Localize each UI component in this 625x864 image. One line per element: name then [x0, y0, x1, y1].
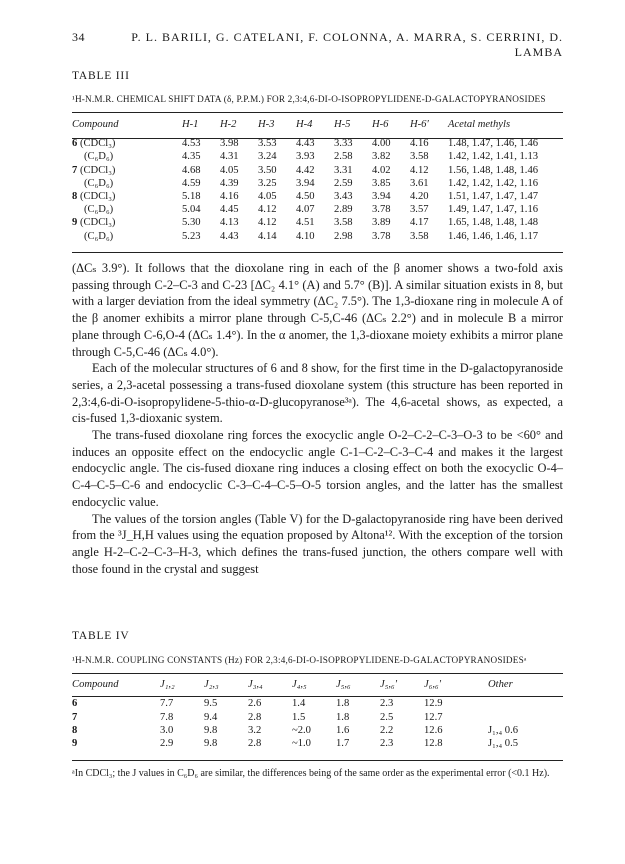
value-cell: 3.61 — [410, 177, 429, 189]
value-cell: 3.58 — [410, 230, 429, 242]
paragraph-2: Each of the molecular structures of 6 and 8 show, for the first time in the D-galactopyranoside series, a 2,3-acetal possessing a trans-fused dioxolane system (this structure has been reported in 2,3:4,6-di-O-isopropylidene-5-thio-α-D-glucopyranose³ᵃ). The 4,6-acetal shows, as expected, a cis-fused 1,3-dioxanic system. — [72, 361, 563, 426]
table3-header-rule — [72, 138, 563, 139]
value-cell: 1.49, 1.47, 1.47, 1.16 — [448, 204, 539, 216]
value-cell: 2.8 — [248, 738, 262, 750]
value-cell: 5.04 — [182, 204, 201, 216]
value-cell: 3.24 — [258, 151, 277, 163]
table-row — [72, 177, 563, 190]
compound-cell — [72, 711, 160, 724]
table-row — [72, 724, 563, 737]
compound-number: 9 — [72, 738, 78, 750]
value-cell: 2.59 — [334, 177, 353, 189]
value-cell: 1.48, 1.47, 1.46, 1.46 — [448, 138, 539, 150]
value-cell: 3.94 — [296, 177, 315, 189]
table-row — [72, 737, 563, 750]
table3-header-row — [72, 118, 563, 137]
value-cell: 5.23 — [182, 230, 201, 242]
value-cell: 3.2 — [248, 725, 262, 737]
compound-number: 8 — [72, 191, 78, 203]
value-cell: 4.31 — [220, 151, 239, 163]
compound-number: 8 — [72, 725, 78, 737]
value-cell: 4.12 — [258, 204, 277, 216]
value-cell: 1.65, 1.48, 1.48, 1.48 — [448, 217, 539, 229]
value-cell: 1.7 — [336, 738, 350, 750]
table4-col-header: Compound — [72, 679, 119, 690]
compound-cell: (C₆D₆) — [84, 151, 114, 163]
table-row — [72, 697, 563, 710]
table4-col-header: J₃,₄ — [248, 679, 263, 690]
value-cell: 3.25 — [258, 177, 277, 189]
value-cell: 4.07 — [296, 204, 315, 216]
value-cell: 3.43 — [334, 191, 353, 203]
value-cell: 9.4 — [204, 711, 218, 723]
table4 — [72, 678, 563, 751]
table3-col-header: Acetal methyls — [448, 119, 511, 130]
body-text — [72, 260, 563, 577]
value-cell: 2.3 — [380, 738, 394, 750]
value-cell: 2.6 — [248, 698, 262, 710]
value-cell: 1.8 — [336, 711, 350, 723]
value-cell: 3.58 — [410, 151, 429, 163]
value-cell: 3.78 — [372, 204, 391, 216]
value-cell: 3.0 — [160, 725, 174, 737]
paragraph-3: The trans-fused dioxolane ring forces the exocyclic angle O-2–C-2–C-3–O-3 to be <60° and induces an opposite effect on the endocyclic angle C-1–C-2–C-3–C-4 and makes it the largest endocyclic angle. The cis-fused dioxane ring induces a closing effect on both the exocyclic O-4–C-4–C-5–C-6 and endocyclic C-3–C-4–C-5–O-5 torsion angles, and the latter has the smallest endocyclic value. — [72, 428, 563, 509]
value-cell: 3.85 — [372, 177, 391, 189]
value-cell: 5.30 — [182, 217, 201, 229]
table4-header-row — [72, 678, 563, 697]
table3-col-header: H-3 — [258, 119, 275, 130]
table3-label: TABLE III — [72, 70, 130, 82]
value-cell: 12.6 — [424, 725, 443, 737]
value-cell: 4.02 — [372, 164, 391, 176]
value-cell: 12.9 — [424, 698, 443, 710]
table3-col-header: H-4 — [296, 119, 313, 130]
value-cell: ~1.0 — [292, 738, 311, 750]
value-cell: 3.33 — [334, 138, 353, 150]
value-cell: 4.00 — [372, 138, 391, 150]
table3-col-header: H-1 — [182, 119, 199, 130]
value-cell: J₁,₄ 0.6 — [488, 725, 519, 737]
compound-cell: 9 (CDCl₃) — [72, 217, 116, 229]
value-cell: 1.46, 1.46, 1.46, 1.17 — [448, 230, 539, 242]
table3-bottom-rule — [72, 252, 563, 253]
value-cell: 4.53 — [182, 138, 201, 150]
value-cell: J₁,₄ 0.5 — [488, 738, 519, 750]
compound-cell — [72, 697, 160, 710]
value-cell: 3.58 — [334, 217, 353, 229]
table3-col-header: H-5 — [334, 119, 351, 130]
value-cell: 4.68 — [182, 164, 201, 176]
value-cell: 2.2 — [380, 725, 394, 737]
value-cell: 4.05 — [258, 191, 277, 203]
value-cell: 2.9 — [160, 738, 174, 750]
running-head — [72, 30, 563, 60]
table3-col-header: H-2 — [220, 119, 237, 130]
value-cell: 2.58 — [334, 151, 353, 163]
value-cell: 4.17 — [410, 217, 429, 229]
table3-caption: ¹H-N.M.R. CHEMICAL SHIFT DATA (δ, P.P.M.) FOR 2,3:4,6-DI-O-ISOPROPYLIDENE-D-GALACTOPYRANOSIDES — [72, 94, 546, 104]
table-row — [72, 190, 563, 203]
value-cell: 5.18 — [182, 191, 201, 203]
compound-cell: (C₆D₆) — [84, 204, 114, 216]
compound-cell: 8 (CDCl₃) — [72, 191, 116, 203]
value-cell: 2.8 — [248, 711, 262, 723]
value-cell: 3.31 — [334, 164, 353, 176]
value-cell: 4.50 — [296, 191, 315, 203]
value-cell: 2.89 — [334, 204, 353, 216]
value-cell: 1.6 — [336, 725, 350, 737]
value-cell: 3.94 — [372, 191, 391, 203]
value-cell: 3.98 — [220, 138, 239, 150]
value-cell: 3.53 — [258, 138, 277, 150]
value-cell: 4.43 — [220, 230, 239, 242]
table-row — [72, 711, 563, 724]
paragraph-1: (ΔCₛ 3.9°). It follows that the dioxolane ring in each of the β anomer shows a two-fold axis passing through C-2–C-3 and C-23 [ΔC₂ 4.1° (A) and 5.7° (B)]. A similar situation exists in 8, but with a larger deviation from the ideal symmetry (ΔC₂ 7.5°). The 1,3-dioxane ring in molecule A of the β anomer exhibits a mirror plane through C-5,C-46 (ΔCₛ 2.2°) and in molecule B a mirror plane through C-6,O-4 (ΔCₛ 1.4°). In the α anomer, the 1,3-dioxane moiety exhibits a mirror plane through C-5,C-46 (ΔCₛ 4.0°). — [72, 261, 563, 359]
value-cell — [488, 711, 563, 724]
value-cell: 4.12 — [410, 164, 429, 176]
page-number: 34 — [72, 30, 85, 44]
value-cell: 2.3 — [380, 698, 394, 710]
value-cell: 3.50 — [258, 164, 277, 176]
value-cell: 7.8 — [160, 711, 174, 723]
value-cell: 1.51, 1.47, 1.47, 1.47 — [448, 191, 539, 203]
compound-number: 6 — [72, 698, 78, 710]
value-cell: 2.5 — [380, 711, 394, 723]
compound-cell — [72, 737, 160, 750]
table3-col-header: Compound — [72, 119, 119, 130]
table-row — [72, 203, 563, 216]
compound-cell: 6 (CDCl₃) — [72, 138, 116, 150]
value-cell: 4.12 — [258, 217, 277, 229]
value-cell: 12.8 — [424, 738, 443, 750]
value-cell: 4.10 — [296, 230, 315, 242]
value-cell: 3.82 — [372, 151, 391, 163]
value-cell: 2.98 — [334, 230, 353, 242]
value-cell: 7.7 — [160, 698, 174, 710]
table-row — [72, 137, 563, 150]
table4-col-header: J₅,₆′ — [380, 679, 398, 690]
table4-col-header: Other — [488, 679, 513, 690]
table4-col-header: J₅,₆ — [336, 679, 351, 690]
compound-number: 6 — [72, 138, 78, 150]
table4-col-header: J₆,₆′ — [424, 679, 442, 690]
table-row — [72, 216, 563, 229]
compound-number: 7 — [72, 711, 78, 723]
table3-col-header: H-6′ — [410, 119, 429, 130]
value-cell: 3.57 — [410, 204, 429, 216]
table-row — [72, 150, 563, 163]
compound-number: 9 — [72, 217, 78, 229]
compound-cell — [72, 724, 160, 737]
value-cell: 1.5 — [292, 711, 306, 723]
value-cell: 4.13 — [220, 217, 239, 229]
table4-col-header: J₁,₂ — [160, 679, 175, 690]
value-cell: 4.51 — [296, 217, 315, 229]
table4-footnote: ᵃIn CDCl₃; the J values in C₆D₆ are similar, the differences being of the same order as the experimental error (<0.1 Hz). — [72, 768, 550, 779]
compound-number: 7 — [72, 164, 78, 176]
value-cell: 1.8 — [336, 698, 350, 710]
running-head-authors: P. L. BARILI, G. CATELANI, F. COLONNA, A. MARRA, S. CERRINI, D. LAMBA — [131, 30, 563, 59]
value-cell: 9.8 — [204, 738, 218, 750]
table4-label: TABLE IV — [72, 630, 130, 642]
table4-top-rule — [72, 673, 563, 674]
value-cell: 1.42, 1.42, 1.42, 1.16 — [448, 177, 539, 189]
value-cell: 3.89 — [372, 217, 391, 229]
value-cell: 4.39 — [220, 177, 239, 189]
value-cell — [488, 697, 563, 710]
value-cell: 3.93 — [296, 151, 315, 163]
value-cell: 1.56, 1.48, 1.48, 1.46 — [448, 164, 539, 176]
value-cell: 4.59 — [182, 177, 201, 189]
paragraph-4: The values of the torsion angles (Table V) for the D-galactopyranoside ring have been derived from the ³J_H,H values using the equation proposed by Altona¹². With the exception of the torsion angle H-2–C-2–C-3–H-3, which defines the trans-fused junction, the others compare well with those found in the crystal and suggest — [72, 511, 563, 576]
compound-cell: (C₆D₆) — [84, 177, 114, 189]
value-cell: 9.5 — [204, 698, 218, 710]
table4-caption: ¹H-N.M.R. COUPLING CONSTANTS (Hz) FOR 2,3:4,6-DI-O-ISOPROPYLIDENE-D-GALACTOPYRANOSIDESᵃ — [72, 655, 527, 665]
value-cell: 9.8 — [204, 725, 218, 737]
value-cell: 4.42 — [296, 164, 315, 176]
table4-col-header: J₄,₅ — [292, 679, 307, 690]
value-cell: 4.20 — [410, 191, 429, 203]
value-cell: ~2.0 — [292, 725, 311, 737]
table3-col-header: H-6 — [372, 119, 389, 130]
table3-top-rule — [72, 112, 563, 113]
value-cell: 1.4 — [292, 698, 306, 710]
value-cell: 4.43 — [296, 138, 315, 150]
value-cell: 4.05 — [220, 164, 239, 176]
table-row — [72, 230, 563, 243]
table4-col-header: J₂,₃ — [204, 679, 219, 690]
value-cell: 4.45 — [220, 204, 239, 216]
value-cell: 4.16 — [220, 191, 239, 203]
table3 — [72, 118, 563, 243]
value-cell: 12.7 — [424, 711, 443, 723]
compound-cell: 7 (CDCl₃) — [72, 164, 116, 176]
table4-bottom-rule — [72, 760, 563, 761]
compound-cell: (C₆D₆) — [84, 230, 114, 242]
table-row — [72, 164, 563, 177]
table4-header-rule — [72, 696, 563, 697]
value-cell: 4.16 — [410, 138, 429, 150]
value-cell: 4.14 — [258, 230, 277, 242]
value-cell: 1.42, 1.42, 1.41, 1.13 — [448, 151, 539, 163]
value-cell: 3.78 — [372, 230, 391, 242]
value-cell: 4.35 — [182, 151, 201, 163]
